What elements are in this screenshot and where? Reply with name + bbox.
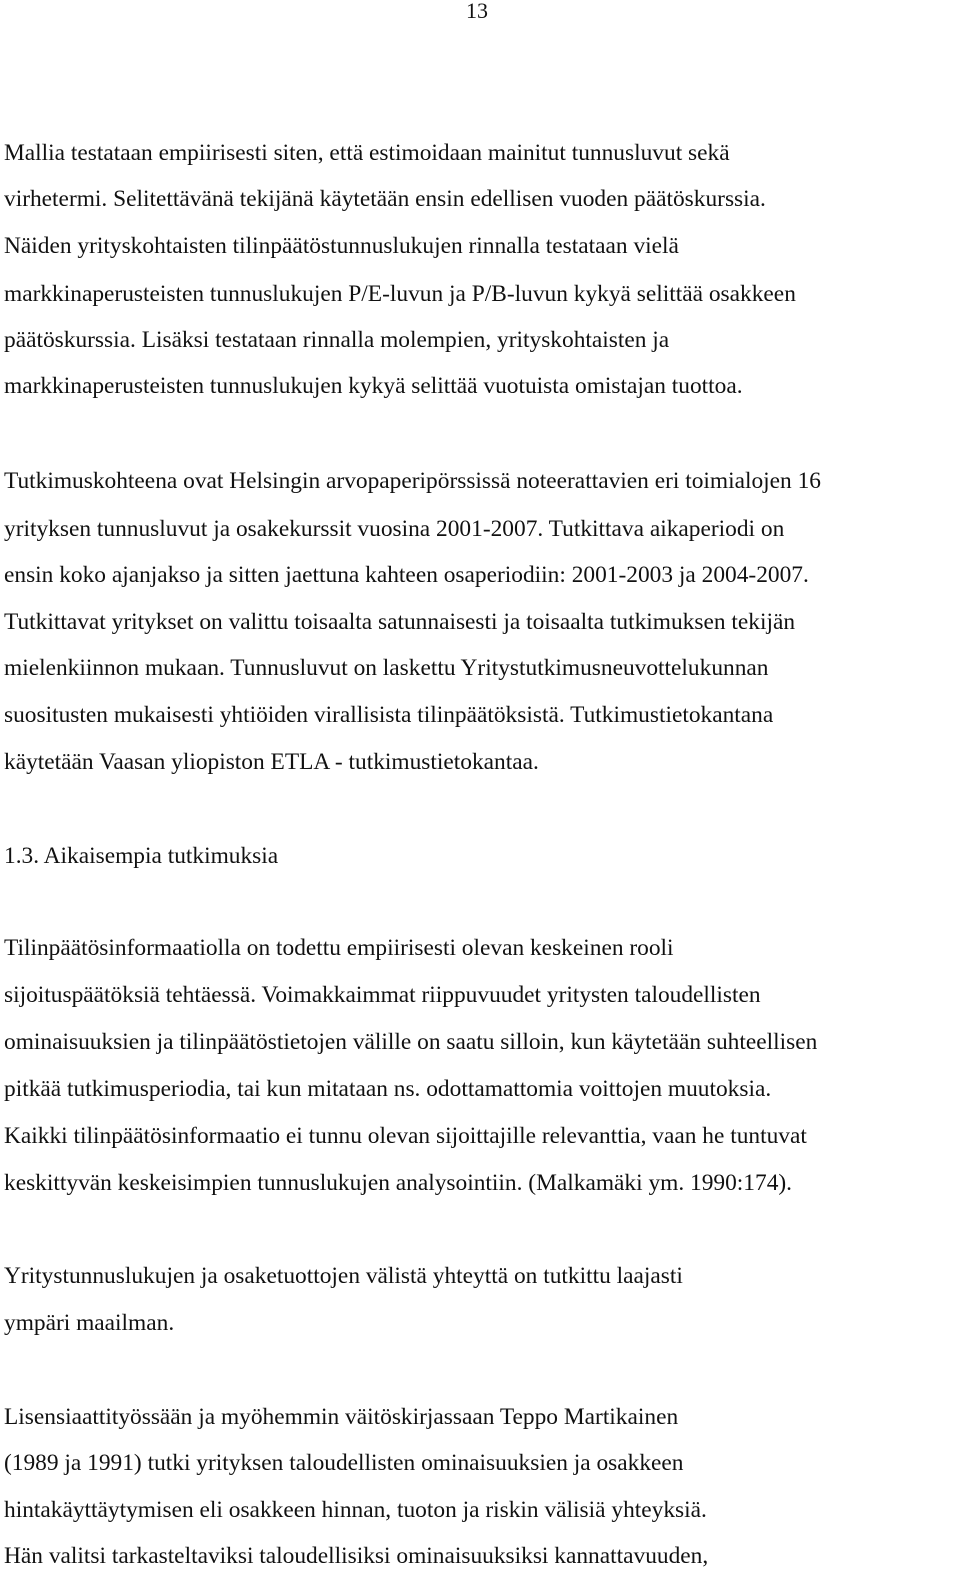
text-line: virhetermi. Selitettävänä tekijänä käytetään ensin edellisen vuoden päätöskurssia. — [4, 186, 766, 212]
text-line: Tutkittavat yritykset on valittu toisaalta satunnaisesti ja toisaalta tutkimuksen tekijän — [4, 609, 796, 635]
text-line: sijoituspäätöksiä tehtäessä. Voimakkaimmat riippuvuudet yritysten taloudellisten — [4, 982, 761, 1008]
section-heading: 1.3. Aikaisempia tutkimuksia — [4, 843, 279, 869]
text-line: suositusten mukaisesti yhtiöiden virallisista tilinpäätöksistä. Tutkimustietokantana — [4, 702, 774, 728]
text-line: Näiden yrityskohtaisten tilinpäätöstunnuslukujen rinnalla testataan vielä — [4, 233, 679, 259]
text-line: Lisensiaattityössään ja myöhemmin väitöskirjassaan Teppo Martikainen — [4, 1404, 679, 1430]
text-line: Kaikki tilinpäätösinformaatio ei tunnu olevan sijoittajille relevanttia, vaan he tuntuvat — [4, 1123, 807, 1149]
text-line: markkinaperusteisten tunnuslukujen kykyä selittää vuotuista omistajan tuottoa. — [4, 373, 743, 399]
text-line: keskittyvän keskeisimpien tunnuslukujen analysointiin. (Malkamäki ym. 1990:174). — [4, 1170, 793, 1196]
text-line: Mallia testataan empiirisesti siten, että estimoidaan mainitut tunnusluvut sekä — [4, 140, 730, 166]
text-line: Hän valitsi tarkasteltaviksi taloudellisiksi ominaisuuksiksi kannattavuuden, — [4, 1543, 709, 1569]
text-line: ensin koko ajanjakso ja sitten jaettuna kahteen osaperiodiin: 2001-2003 ja 2004-2007. — [4, 562, 809, 588]
text-line: Yritystunnuslukujen ja osaketuottojen välistä yhteyttä on tutkittu laajasti — [4, 1263, 683, 1289]
text-line: ympäri maailman. — [4, 1310, 175, 1336]
text-line: Tutkimuskohteena ovat Helsingin arvopaperipörssissä noteerattavien eri toimialojen 16 — [4, 468, 821, 494]
text-line: (1989 ja 1991) tutki yrityksen taloudellisten ominaisuuksien ja osakkeen — [4, 1450, 684, 1476]
text-line: Tilinpäätösinformaatiolla on todettu empiirisesti olevan keskeinen rooli — [4, 935, 674, 961]
text-line: mielenkiinnon mukaan. Tunnusluvut on laskettu Yritystutkimusneuvottelukunnan — [4, 655, 769, 681]
text-line: päätöskurssia. Lisäksi testataan rinnalla molempien, yrityskohtaisten ja — [4, 327, 670, 353]
text-line: ominaisuuksien ja tilinpäätöstietojen välille on saatu silloin, kun käytetään suhteellisen — [4, 1029, 818, 1055]
text-line: hintakäyttäytymisen eli osakkeen hinnan, tuoton ja riskin välisiä yhteyksiä. — [4, 1497, 707, 1523]
text-line: pitkää tutkimusperiodia, tai kun mitataan ns. odottamattomia voittojen muutoksia. — [4, 1076, 772, 1102]
text-line: yrityksen tunnusluvut ja osakekurssit vuosina 2001-2007. Tutkittava aikaperiodi on — [4, 516, 785, 542]
text-line: käytetään Vaasan yliopiston ETLA - tutkimustietokantaa. — [4, 749, 539, 775]
page-number: 13 — [466, 0, 488, 23]
text-line: markkinaperusteisten tunnuslukujen P/E-luvun ja P/B-luvun kykyä selittää osakkeen — [4, 281, 796, 307]
